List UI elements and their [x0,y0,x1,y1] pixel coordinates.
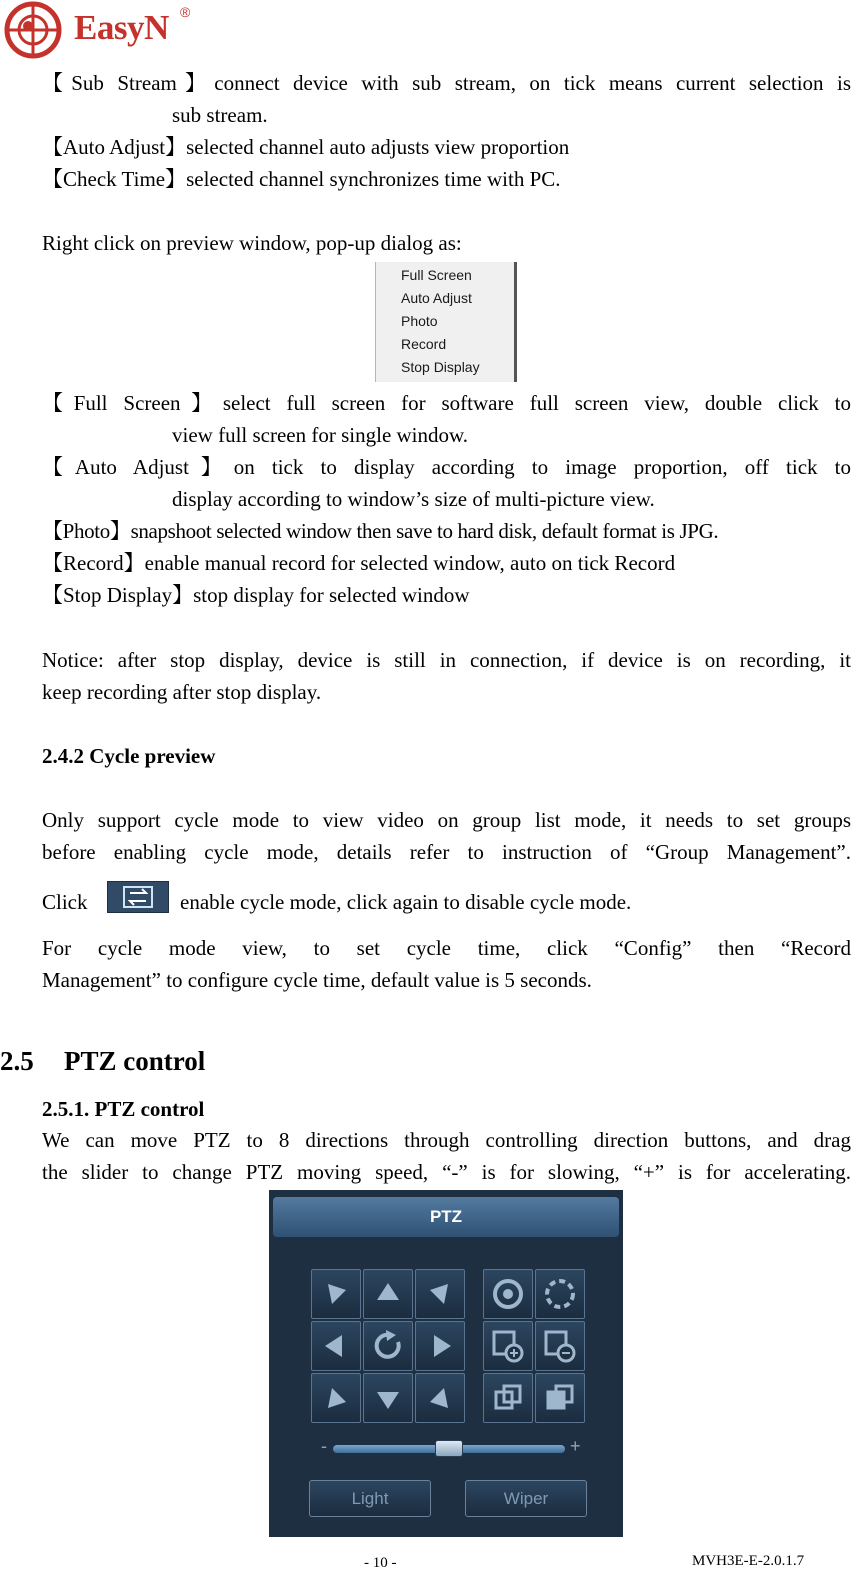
ptz-up-right-button[interactable] [415,1269,465,1319]
full-screen-text: 【Full Screen】select full screen for software full screen view, double click to [42,391,851,415]
arrow-down-right-icon [416,1374,464,1422]
cycle-icon [108,882,168,912]
iris-close-button[interactable] [535,1269,585,1319]
auto-adjust-2-text: 【Auto Adjust】on tick to display according to image proportion, off tick to [42,455,851,479]
iris-open-icon [484,1270,532,1318]
for-cycle-text-cont: Management” to configure cycle time, default value is 5 seconds. [42,968,592,992]
ptz-text: We can move PTZ to 8 directions through controlling direction buttons, and drag [42,1128,851,1152]
arrow-left-icon [312,1322,360,1370]
logo-globe-icon [2,0,68,60]
zoom-out-button[interactable] [535,1321,585,1371]
slider-plus-label: + [570,1436,581,1456]
ptz-down-right-button[interactable] [415,1373,465,1423]
photo-text: 【Photo】snapshoot selected window then save to hard disk, default format is JPG. [42,519,719,543]
slider-minus-label: - [321,1436,327,1456]
auto-adjust-text: 【Auto Adjust】selected channel auto adjusts view proportion [42,135,570,159]
click-text-cont: enable cycle mode, click again to disable cycle mode. [180,890,632,914]
cycle-text-cont: before enabling cycle mode, details refer to instruction of “Group Management”. [42,840,851,864]
arrow-up-right-icon [416,1270,464,1318]
easyn-logo [2,0,202,60]
stop-display-text: 【Stop Display】stop display for selected window [42,583,470,607]
iris-close-icon [536,1270,584,1318]
sub-stream-text-cont: sub stream. [172,103,268,127]
ptz-title: PTZ [273,1197,619,1237]
menu-item-record[interactable]: Record [401,336,447,352]
cycle-text: Only support cycle mode to view video on group list mode, it needs to set groups [42,808,851,832]
ptz-subheading: 2.5.1. PTZ control [42,1097,205,1121]
wiper-button[interactable]: Wiper [465,1480,587,1517]
check-time-text: 【Check Time】selected channel synchronizes time with PC. [42,167,561,191]
ptz-up-button[interactable] [363,1269,413,1319]
focus-near-icon [484,1374,532,1422]
cycle-mode-button[interactable] [107,881,169,913]
arrow-down-left-icon [312,1374,360,1422]
document-code: MVH3E-E-2.0.1.7 [692,1553,805,1569]
zoom-out-icon [536,1322,584,1370]
page-number: - 10 - [364,1555,397,1571]
speed-slider-thumb[interactable] [435,1440,463,1457]
ptz-panel [269,1190,623,1537]
cycle-preview-heading: 2.4.2 Cycle preview [42,744,216,768]
notice-text: Notice: after stop display, device is still in connection, if device is on recording, it [42,648,851,672]
ptz-down-button[interactable] [363,1373,413,1423]
for-cycle-text: For cycle mode view, to set cycle time, click “Config” then “Record [42,936,851,960]
section-number: 2.5 [0,1046,34,1076]
logo-text: EasyN [74,8,169,47]
context-menu [375,262,517,382]
rotate-icon [364,1322,412,1370]
notice-text-cont: keep recording after stop display. [42,680,322,704]
menu-item-auto-adjust[interactable]: Auto Adjust [401,290,472,306]
arrow-up-icon [364,1270,412,1318]
click-text: Click [42,890,88,914]
menu-item-photo[interactable]: Photo [401,313,438,329]
ptz-right-button[interactable] [415,1321,465,1371]
ptz-left-button[interactable] [311,1321,361,1371]
iris-open-button[interactable] [483,1269,533,1319]
ptz-up-left-button[interactable] [311,1269,361,1319]
record-text: 【Record】enable manual record for selected window, auto on tick Record [42,551,676,575]
sub-stream-text: 【Sub Stream】connect device with sub stream, on tick means current selection is [42,71,851,95]
ptz-auto-rotate-button[interactable] [363,1321,413,1371]
arrow-up-left-icon [312,1270,360,1318]
right-click-text: Right click on preview window, pop-up dialog as: [42,231,462,255]
zoom-in-icon [484,1322,532,1370]
ptz-text-cont: the slider to change PTZ moving speed, “-” is for slowing, “+” is for accelerating. [42,1160,851,1184]
arrow-right-icon [416,1322,464,1370]
menu-item-full-screen[interactable]: Full Screen [401,267,472,283]
focus-near-button[interactable] [483,1373,533,1423]
ptz-down-left-button[interactable] [311,1373,361,1423]
focus-far-button[interactable] [535,1373,585,1423]
light-button[interactable]: Light [309,1480,431,1517]
menu-item-stop-display[interactable]: Stop Display [401,359,480,375]
arrow-down-icon [364,1374,412,1422]
full-screen-text-cont: view full screen for single window. [172,423,469,447]
focus-far-icon [536,1374,584,1422]
zoom-in-button[interactable] [483,1321,533,1371]
auto-adjust-2-text-cont: display according to window’s size of multi-picture view. [172,487,655,511]
section-title: PTZ control [64,1046,206,1076]
registered-mark: ® [180,4,191,20]
